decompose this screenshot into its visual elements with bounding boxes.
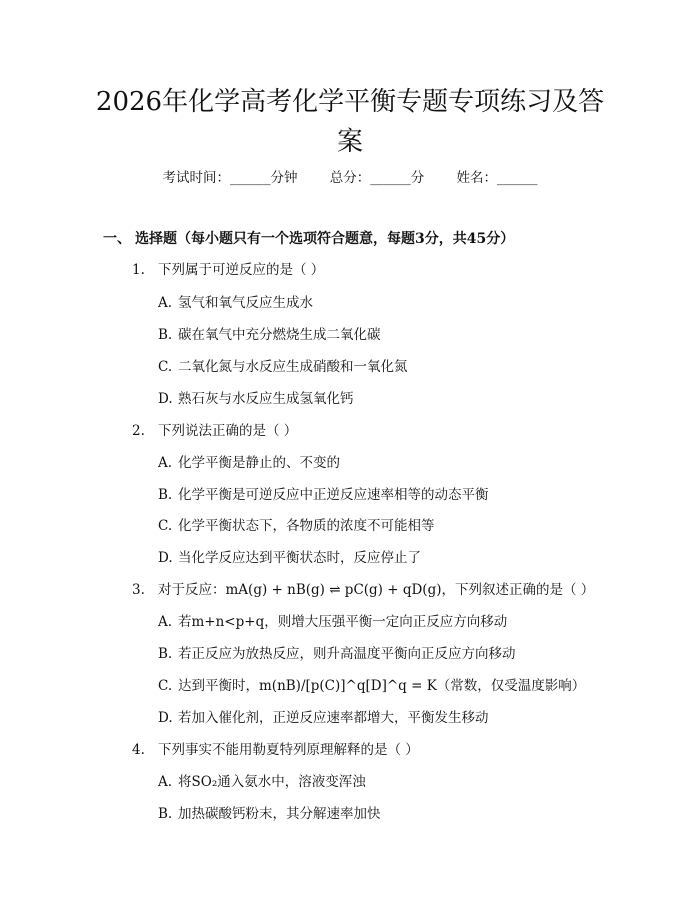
exam-time-field: 考试时间：______分钟	[162, 170, 298, 186]
question-stem: 下列属于可逆反应的是（ ）	[158, 262, 325, 278]
question-number: 2.	[132, 423, 145, 439]
option-text: 氢气和氧气反应生成水	[178, 295, 313, 311]
option-text: 将SO₂通入氨水中，溶液变浑浊	[178, 774, 366, 790]
option-letter: A.	[158, 774, 173, 790]
question-2	[132, 421, 297, 441]
option-text: 若加入催化剂，正逆反应速率都增大，平衡发生移动	[178, 710, 489, 726]
option-letter: B.	[158, 646, 173, 662]
question-4-option-b	[158, 804, 381, 824]
section-title-text: 选择题（每小题只有一个选项符合题意，每题3分，共45分）	[135, 231, 515, 247]
question-2-option-b	[158, 485, 489, 505]
option-letter: B.	[158, 487, 173, 503]
question-2-option-a	[158, 453, 340, 473]
total-score-field: 总分：______分	[329, 170, 425, 186]
option-text: 加热碳酸钙粉末，其分解速率加快	[178, 806, 381, 822]
question-3-option-a	[158, 612, 507, 632]
option-text: 化学平衡状态下，各物质的浓度不可能相等	[178, 518, 435, 534]
option-letter: D.	[158, 710, 173, 726]
option-letter: D.	[158, 391, 173, 407]
option-letter: B.	[158, 806, 173, 822]
option-text: 化学平衡是可逆反应中正逆反应速率相等的动态平衡	[178, 487, 489, 503]
option-letter: C.	[158, 678, 173, 694]
question-number: 4.	[132, 742, 145, 758]
question-2-option-d	[158, 548, 421, 568]
option-letter: A.	[158, 295, 173, 311]
question-stem: 下列说法正确的是（ ）	[158, 423, 298, 439]
option-text: 熟石灰与水反应生成氢氧化钙	[178, 391, 354, 407]
question-4	[132, 740, 419, 760]
question-3	[132, 580, 594, 600]
question-3-option-c	[158, 676, 585, 696]
document-title: 2026年化学高考化学平衡专题专项练习及答案	[95, 87, 605, 157]
question-1-option-c	[158, 357, 408, 377]
option-text: 当化学反应达到平衡状态时，反应停止了	[178, 550, 421, 566]
question-3-option-d	[158, 708, 489, 728]
question-stem: 下列事实不能用勒夏特列原理解释的是（ ）	[158, 742, 419, 758]
option-text: 碳在氧气中充分燃烧生成二氧化碳	[178, 327, 381, 343]
section-heading	[103, 229, 514, 249]
question-1	[132, 260, 324, 280]
exam-info	[0, 168, 700, 188]
option-text: 化学平衡是静止的、不变的	[178, 455, 340, 471]
option-letter: B.	[158, 327, 173, 343]
question-1-option-d	[158, 389, 354, 409]
question-number: 3.	[132, 582, 145, 598]
option-letter: C.	[158, 359, 173, 375]
option-text: 二氧化氮与水反应生成硝酸和一氧化氮	[178, 359, 408, 375]
question-2-option-c	[158, 516, 435, 536]
option-letter: C.	[158, 518, 173, 534]
question-stem: 对于反应：mA(g) + nB(g) ⇌ pC(g) + qD(g)，下列叙述正确的是（ ）	[158, 582, 595, 598]
question-3-option-b	[158, 644, 516, 664]
option-text: 若正反应为放热反应，则升高温度平衡向正反应方向移动	[178, 646, 516, 662]
option-letter: A.	[158, 455, 173, 471]
option-letter: A.	[158, 614, 173, 630]
question-4-option-a	[158, 772, 366, 792]
question-1-option-a	[158, 293, 313, 313]
option-text: 若m+n<p+q，则增大压强平衡一定向正反应方向移动	[178, 614, 508, 630]
option-letter: D.	[158, 550, 173, 566]
section-number: 一、	[103, 231, 131, 247]
question-1-option-b	[158, 325, 381, 345]
question-number: 1.	[132, 262, 145, 278]
student-name-field: 姓名：______	[456, 170, 538, 186]
option-text: 达到平衡时，m(nB)/[p(C)]^q[D]^q = K（常数，仅受温度影响）	[178, 678, 586, 694]
